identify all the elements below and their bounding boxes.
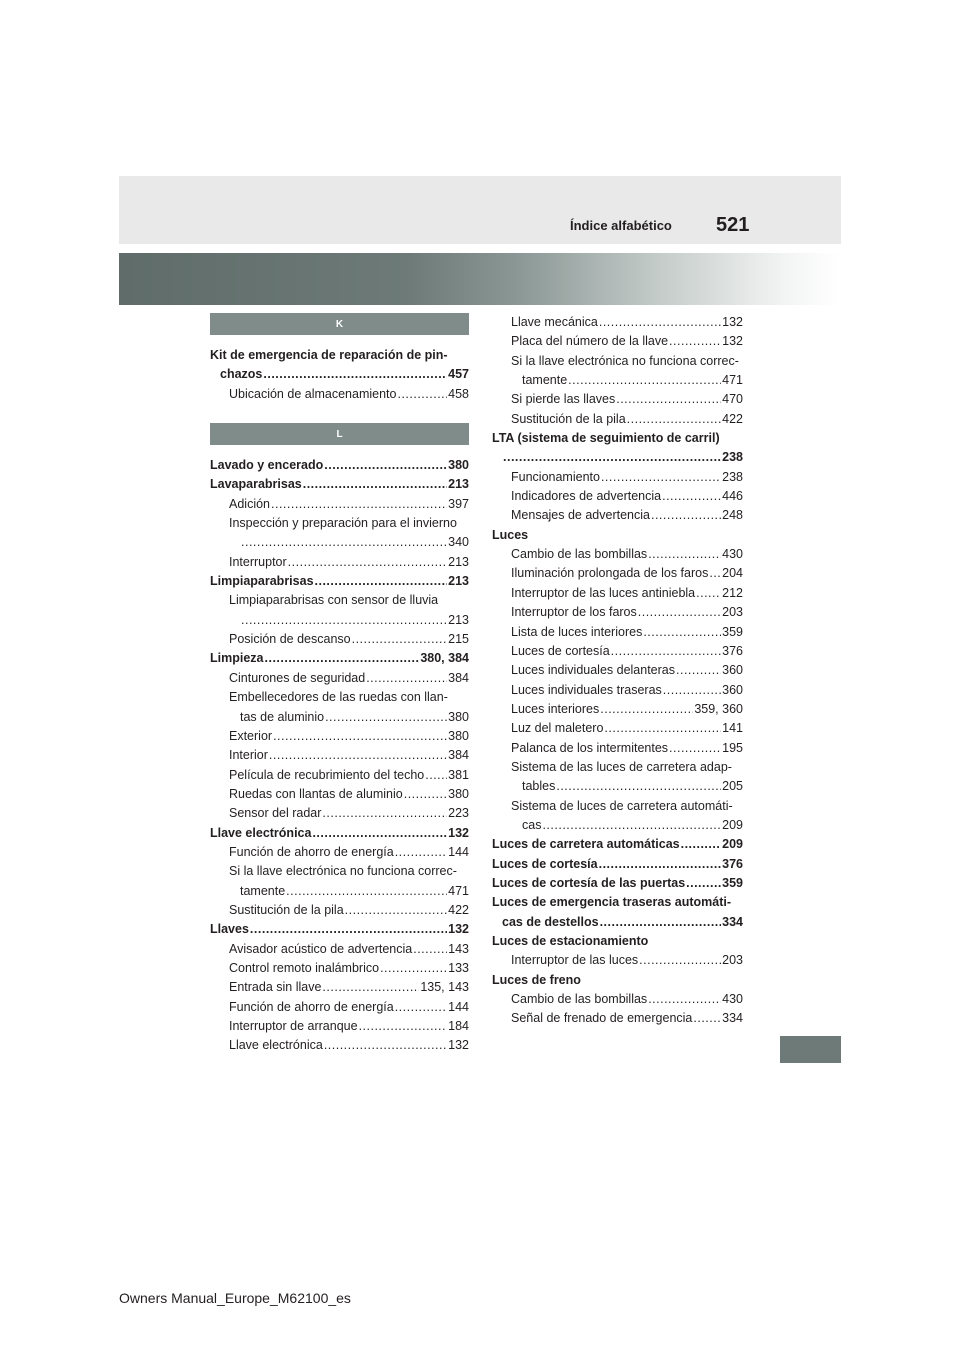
- dot-leader: [250, 920, 447, 939]
- page-reference: 203: [722, 605, 743, 620]
- page-reference: 380: [448, 786, 469, 801]
- page-reference: 359, 360: [694, 701, 743, 716]
- index-subentry: [492, 719, 743, 738]
- page-reference: 360: [722, 682, 743, 697]
- footer-text: Owners Manual_Europe_M62100_es: [119, 1290, 351, 1306]
- page-reference: 380: [448, 728, 469, 743]
- index-subentry: [492, 545, 743, 564]
- entry-text: Luces de cortesía: [492, 856, 598, 871]
- dot-leader: [599, 855, 722, 874]
- dot-leader: [616, 390, 721, 409]
- entry-text: Llave mecánica: [511, 315, 598, 329]
- page-reference: 213: [448, 612, 469, 627]
- dot-leader: [322, 804, 447, 823]
- index-entry: [210, 824, 469, 843]
- page-reference: 360: [722, 663, 743, 678]
- dot-leader: [601, 468, 721, 487]
- entry-text: Película de recubrimiento del techo: [229, 767, 425, 782]
- index-column-right: [492, 313, 743, 1029]
- dot-leader: [638, 603, 721, 622]
- index-subentry: [210, 785, 469, 804]
- index-subentry: [210, 1036, 469, 1055]
- index-subentry: Limpiaparabrisas con sensor de lluvia: [229, 593, 439, 608]
- index-subentry: [492, 332, 743, 351]
- index-subentry: [492, 313, 743, 332]
- header-title: Índice alfabético: [570, 218, 672, 233]
- index-subentry: Si la llave electrónica no funciona correc-: [229, 864, 457, 879]
- entry-text: Interruptor: [229, 554, 287, 569]
- entry-text: Lista de luces interiores: [511, 624, 643, 639]
- page-reference: 132: [722, 315, 743, 329]
- page-reference: 376: [722, 856, 743, 871]
- entry-text: tables: [522, 779, 556, 794]
- page-reference: 380: [448, 458, 469, 473]
- entry-text: Interruptor de las luces: [511, 953, 639, 968]
- entry-text: Ubicación de almacenamiento: [229, 386, 397, 401]
- index-subentry: [210, 385, 469, 404]
- dot-leader: [265, 649, 420, 668]
- index-entry: [492, 448, 743, 467]
- dot-leader: [366, 669, 447, 688]
- index-subentry: [210, 533, 469, 552]
- page-reference: 212: [722, 585, 743, 600]
- dot-leader: [648, 990, 721, 1009]
- dot-leader: [676, 661, 721, 680]
- dot-leader: [709, 564, 721, 583]
- entry-text: Exterior: [229, 728, 273, 743]
- entry-text: Sensor del radar: [229, 806, 322, 821]
- dot-leader: [269, 746, 447, 765]
- index-subentry: [210, 843, 469, 862]
- entry-text: Lavaparabrisas: [210, 477, 302, 492]
- header-gradient-bar: [119, 253, 841, 305]
- entry-text: Entrada sin llave: [229, 980, 322, 995]
- dot-leader: [696, 584, 721, 603]
- entry-text: Llave electrónica: [210, 825, 312, 840]
- dot-leader: [503, 448, 721, 467]
- page-reference: 334: [722, 914, 743, 929]
- page-reference: 133: [448, 960, 469, 975]
- page-reference: 209: [722, 817, 743, 832]
- index-entry: [210, 365, 469, 384]
- entry-text: tas de aluminio: [240, 709, 325, 724]
- dot-leader: [599, 313, 721, 332]
- entry-text: Iluminación prolongada de los faros: [511, 566, 709, 581]
- entry-text: Luces de cortesía: [511, 643, 610, 658]
- entry-text: Función de ahorro de energía: [229, 844, 394, 859]
- entry-text: Interruptor de arranque: [229, 1019, 358, 1033]
- index-subentry: Sistema de luces de carretera automáti-: [511, 798, 733, 813]
- dot-leader: [345, 901, 447, 920]
- page-reference: 195: [722, 740, 743, 755]
- index-subentry: [210, 708, 469, 727]
- dot-leader: [643, 623, 721, 642]
- entry-text: Función de ahorro de energía: [229, 999, 394, 1014]
- entry-text: Funcionamiento: [511, 469, 600, 484]
- index-subentry: [492, 623, 743, 642]
- index-subentry: [492, 739, 743, 758]
- page-reference: 359: [722, 624, 743, 639]
- dot-leader: [395, 843, 447, 862]
- page-reference: 209: [722, 837, 743, 852]
- entry-text: Lavado y encerado: [210, 458, 324, 473]
- dot-leader: [627, 410, 721, 429]
- dot-leader: [686, 874, 721, 893]
- page-reference: 132: [722, 334, 743, 349]
- section-header: K: [210, 313, 469, 335]
- section-header: L: [210, 423, 469, 445]
- index-subentry: [210, 901, 469, 920]
- index-subentry: [210, 998, 469, 1017]
- entry-text: Placa del número de la llave: [511, 334, 669, 349]
- index-subentry: [492, 990, 743, 1009]
- dot-leader: [288, 553, 447, 572]
- index-subentry: [210, 882, 469, 901]
- page-reference: 384: [448, 748, 469, 763]
- entry-text: Señal de frenado de emergencia: [511, 1011, 693, 1026]
- entry-text: Interruptor de los faros: [511, 605, 637, 620]
- entry-text: Sustitución de la pila: [229, 902, 344, 917]
- dot-leader: [611, 642, 721, 661]
- entry-text: Control remoto inalámbrico: [229, 960, 380, 975]
- entry-text: Luz del maletero: [511, 721, 604, 736]
- entry-text: Interior: [229, 748, 268, 763]
- index-subentry: [492, 584, 743, 603]
- index-entry: [210, 920, 469, 939]
- index-subentry: [210, 959, 469, 978]
- index-subentry: Embellecedores de las ruedas con llan-: [229, 690, 448, 705]
- dot-leader: [271, 495, 447, 514]
- entry-text: Llave electrónica: [229, 1038, 323, 1053]
- page-reference: 184: [448, 1019, 469, 1033]
- entry-text: Interruptor de las luces antiniebla: [511, 585, 696, 600]
- page-reference: 143: [448, 941, 469, 956]
- index-entry: [210, 649, 469, 668]
- entry-text: Llaves: [210, 922, 249, 937]
- index-entry: [210, 475, 469, 494]
- page-reference: 144: [448, 844, 469, 859]
- entry-text: Luces de cortesía de las puertas: [492, 875, 686, 890]
- index-subentry: [492, 564, 743, 583]
- page-reference: 204: [722, 566, 743, 581]
- page-reference: 213: [448, 574, 469, 589]
- entry-text: Si pierde las llaves: [511, 392, 616, 407]
- dot-leader: [241, 611, 447, 630]
- page-reference: 203: [722, 953, 743, 968]
- dot-leader: [303, 475, 447, 494]
- dot-leader: [604, 719, 721, 738]
- page-reference: 213: [448, 554, 469, 569]
- dot-leader: [413, 940, 447, 959]
- entry-text: Adición: [229, 496, 270, 511]
- dot-leader: [286, 882, 447, 901]
- dot-leader: [425, 766, 447, 785]
- page-reference: 144: [448, 999, 469, 1014]
- index-entry: Kit de emergencia de reparación de pin-: [210, 348, 448, 362]
- page-reference: 458: [448, 386, 469, 401]
- index-subentry: [210, 978, 469, 997]
- index-subentry: [210, 746, 469, 765]
- entry-text: chazos: [220, 367, 263, 382]
- index-entry: [492, 874, 743, 893]
- dot-leader: [568, 371, 721, 390]
- dot-leader: [380, 959, 447, 978]
- entry-text: Cinturones de seguridad: [229, 670, 366, 685]
- dot-leader: [322, 978, 419, 997]
- index-subentry: [492, 468, 743, 487]
- page-reference: 397: [448, 496, 469, 511]
- page-reference: 471: [722, 373, 743, 388]
- entry-text: Limpieza: [210, 651, 264, 666]
- index-column-left: [210, 313, 469, 1056]
- index-subentry: [210, 495, 469, 514]
- page-reference: 132: [448, 825, 469, 840]
- index-subentry: Inspección y preparación para el invierno: [229, 516, 457, 531]
- index-subentry: [210, 766, 469, 785]
- dot-leader: [325, 708, 447, 727]
- dot-leader: [556, 777, 721, 796]
- page-reference: 376: [722, 643, 743, 658]
- index-subentry: [210, 940, 469, 959]
- dot-leader: [324, 1036, 447, 1055]
- dot-leader: [359, 1017, 448, 1036]
- page-reference: 381: [448, 767, 469, 782]
- page-reference: 334: [722, 1011, 743, 1026]
- entry-text: Palanca de los intermitentes: [511, 740, 669, 755]
- index-entry: Luces de freno: [492, 972, 581, 987]
- page-reference: 205: [722, 779, 743, 794]
- index-subentry: [492, 371, 743, 390]
- index-entry: Luces de emergencia traseras automáti-: [492, 895, 731, 910]
- page-reference: 471: [448, 883, 469, 898]
- index-subentry: [210, 553, 469, 572]
- section-spacer: [210, 404, 469, 423]
- dot-leader: [669, 739, 721, 758]
- index-subentry: [492, 661, 743, 680]
- entry-text: cas: [522, 817, 542, 832]
- page-reference: 422: [448, 902, 469, 917]
- page-reference: 380, 384: [420, 651, 469, 666]
- page-reference: 340: [448, 535, 469, 550]
- entry-text: Mensajes de advertencia: [511, 508, 650, 523]
- dot-leader: [669, 332, 721, 351]
- index-subentry: [492, 410, 743, 429]
- index-subentry: [492, 700, 743, 719]
- page-reference: 132: [448, 922, 469, 937]
- dot-leader: [639, 951, 721, 970]
- page-reference: 380: [448, 709, 469, 724]
- page-reference: 430: [722, 547, 743, 562]
- dot-leader: [651, 506, 721, 525]
- dot-leader: [600, 913, 722, 932]
- index-subentry: [492, 603, 743, 622]
- index-subentry: Si la llave electrónica no funciona correc-: [511, 353, 739, 368]
- entry-text: Avisador acústico de advertencia: [229, 941, 413, 956]
- page-reference: 141: [722, 721, 743, 736]
- index-subentry: [210, 611, 469, 630]
- dot-leader: [397, 385, 447, 404]
- index-subentry: [210, 1017, 469, 1036]
- page-reference: 446: [722, 489, 743, 504]
- entry-text: cas de destellos: [502, 914, 599, 929]
- page-reference: 422: [722, 411, 743, 426]
- page-reference: 384: [448, 670, 469, 685]
- page-reference: 248: [722, 508, 743, 523]
- index-subentry: [492, 506, 743, 525]
- entry-text: Sustitución de la pila: [511, 411, 626, 426]
- index-entry: Luces de estacionamiento: [492, 934, 649, 948]
- page-reference: 238: [722, 469, 743, 484]
- dot-leader: [681, 835, 722, 854]
- dot-leader: [352, 630, 448, 649]
- page-number: 521: [716, 214, 750, 236]
- page-reference: 135, 143: [420, 980, 469, 995]
- page-reference: 223: [448, 806, 469, 821]
- entry-text: tamente: [522, 373, 568, 388]
- dot-leader: [600, 700, 693, 719]
- index-subentry: [210, 630, 469, 649]
- dot-leader: [273, 727, 447, 746]
- chapter-tab: [780, 1036, 841, 1063]
- index-subentry: [210, 804, 469, 823]
- index-subentry: [492, 681, 743, 700]
- page-reference: 457: [448, 367, 469, 382]
- page-reference: 430: [722, 992, 743, 1007]
- entry-text: Luces interiores: [511, 701, 600, 716]
- index-subentry: [492, 777, 743, 796]
- index-subentry: [492, 951, 743, 970]
- dot-leader: [542, 816, 721, 835]
- entry-text: Cambio de las bombillas: [511, 992, 648, 1007]
- index-entry: [492, 855, 743, 874]
- index-subentry: [492, 390, 743, 409]
- index-subentry: [492, 816, 743, 835]
- dot-leader: [315, 572, 448, 591]
- entry-text: Cambio de las bombillas: [511, 547, 648, 562]
- page-reference: 238: [722, 450, 743, 465]
- page-reference: 359: [722, 875, 743, 890]
- index-subentry: Sistema de las luces de carretera adap-: [511, 759, 732, 774]
- entry-text: tamente: [240, 883, 286, 898]
- page-reference: 215: [448, 632, 469, 647]
- page-reference: 470: [722, 392, 743, 407]
- entry-text: Indicadores de advertencia: [511, 489, 662, 504]
- dot-leader: [404, 785, 447, 804]
- entry-text: Luces individuales traseras: [511, 682, 662, 697]
- index-entry: LTA (sistema de seguimiento de carril): [492, 431, 720, 446]
- index-subentry: [492, 487, 743, 506]
- entry-text: Posición de descanso: [229, 632, 351, 647]
- index-entry: [210, 456, 469, 475]
- dot-leader: [663, 681, 721, 700]
- index-entry: [210, 572, 469, 591]
- dot-leader: [324, 456, 447, 475]
- index-subentry: [210, 669, 469, 688]
- dot-leader: [693, 1009, 721, 1028]
- dot-leader: [241, 533, 447, 552]
- index-entry: [492, 835, 743, 854]
- entry-text: Luces individuales delanteras: [511, 663, 675, 678]
- page-reference: 213: [448, 477, 469, 492]
- entry-text: Limpiaparabrisas: [210, 574, 314, 589]
- page-reference: 132: [448, 1038, 469, 1053]
- dot-leader: [263, 365, 447, 384]
- entry-text: Ruedas con llantas de aluminio: [229, 786, 403, 801]
- entry-text: Luces de carretera automáticas: [492, 837, 680, 852]
- index-entry: [492, 913, 743, 932]
- index-subentry: [210, 727, 469, 746]
- index-subentry: [492, 1009, 743, 1028]
- dot-leader: [662, 487, 721, 506]
- dot-leader: [648, 545, 721, 564]
- dot-leader: [312, 824, 447, 843]
- dot-leader: [395, 998, 447, 1017]
- index-subentry: [492, 642, 743, 661]
- index-entry: Luces: [492, 527, 529, 542]
